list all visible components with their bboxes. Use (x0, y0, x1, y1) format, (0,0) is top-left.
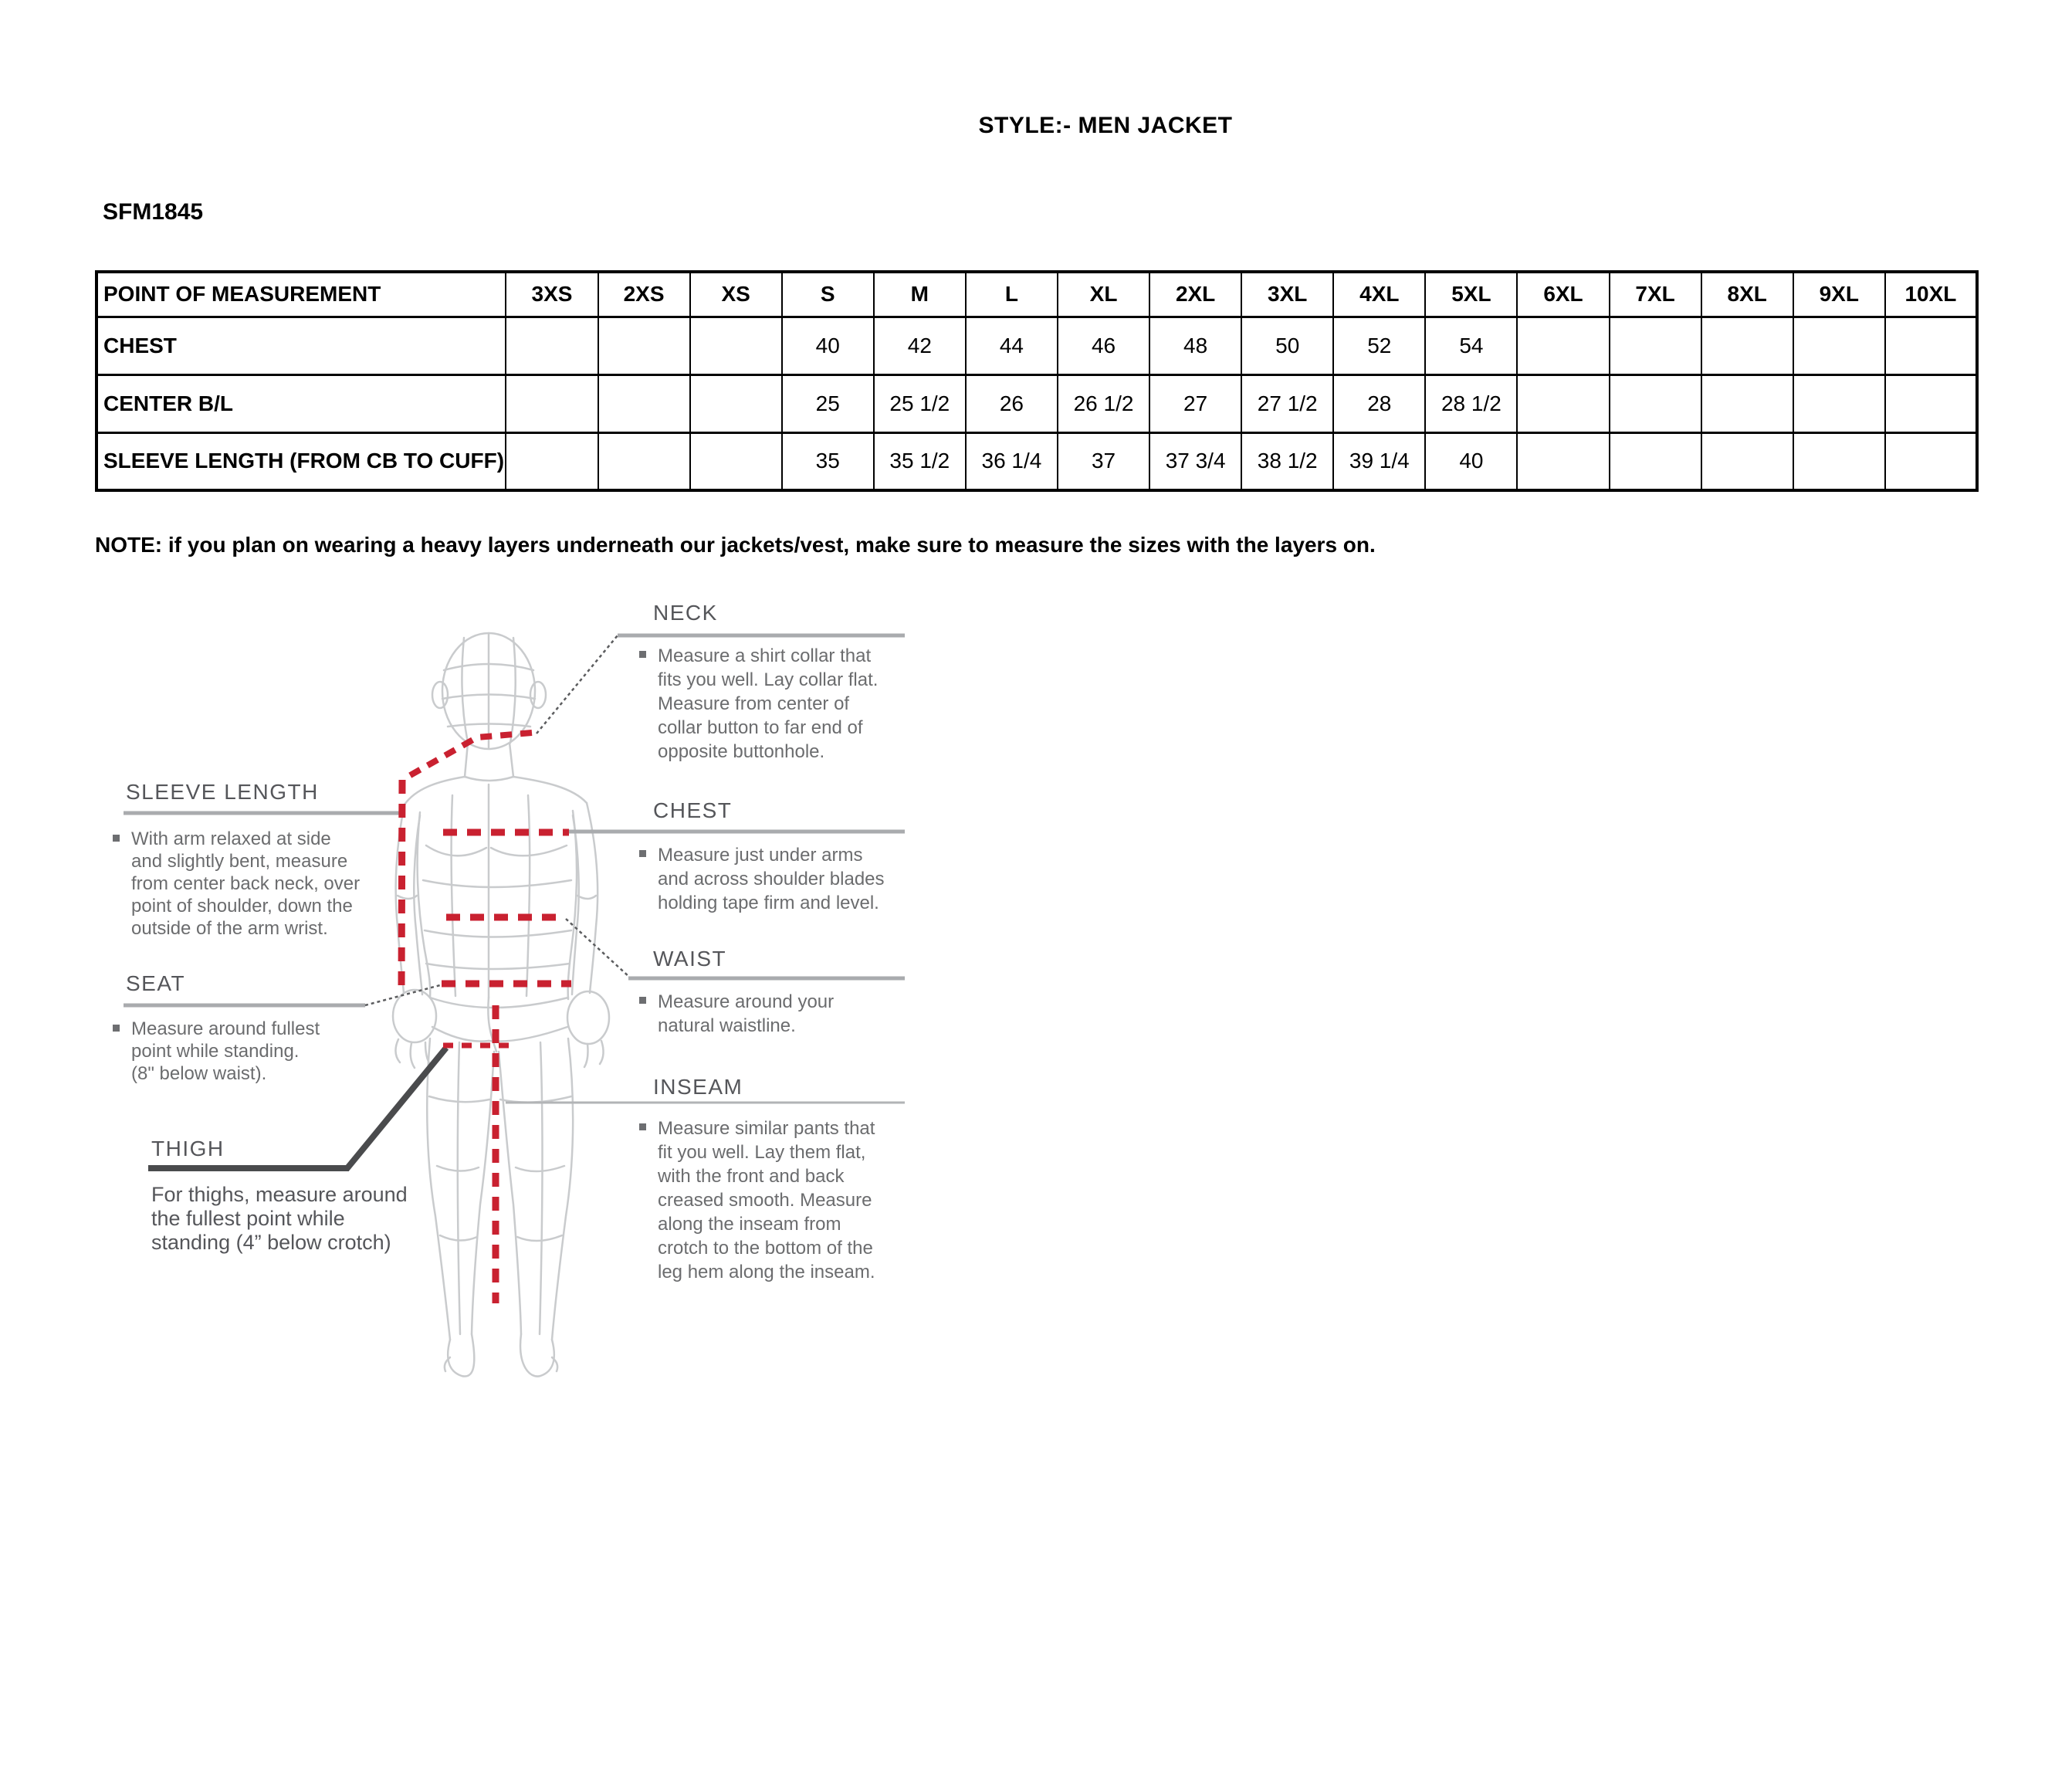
measurement-value-cell (506, 432, 598, 490)
size-column-header: 8XL (1701, 272, 1793, 317)
size-column-header: 6XL (1517, 272, 1609, 317)
measurement-value-cell: 25 1/2 (874, 374, 966, 432)
measurement-value-cell: 42 (874, 317, 966, 374)
measurement-value-cell: 35 1/2 (874, 432, 966, 490)
note-text: NOTE: if you plan on wearing a heavy layers underneath our jackets/vest, make sure to measure the sizes with the layers on. (95, 533, 1376, 557)
size-column-header: L (966, 272, 1058, 317)
size-column-header: XS (690, 272, 782, 317)
measurement-value-cell (1885, 374, 1977, 432)
measurement-value-cell: 26 1/2 (1058, 374, 1149, 432)
measurement-value-cell: 52 (1333, 317, 1425, 374)
bullet-square-icon (639, 651, 646, 658)
table-row (96, 317, 1977, 374)
size-column-header: 7XL (1610, 272, 1701, 317)
seat-description: Measure around fullest point while standing. (8" below waist). (113, 1018, 320, 1085)
table-row (96, 374, 1977, 432)
measurement-value-cell (690, 317, 782, 374)
size-column-header: 2XL (1149, 272, 1241, 317)
size-table (95, 270, 1979, 492)
measurement-value-cell (1793, 317, 1885, 374)
thigh-heading: THIGH (151, 1137, 225, 1160)
measurement-value-cell (1885, 432, 1977, 490)
measurement-value-cell (1517, 317, 1609, 374)
table-row (96, 432, 1977, 490)
measurement-value-cell: 35 (782, 432, 874, 490)
measurement-value-cell: 48 (1149, 317, 1241, 374)
measurement-value-cell: 28 (1333, 374, 1425, 432)
point-of-measurement-header: POINT OF MEASUREMENT (96, 272, 506, 317)
size-column-header: 9XL (1793, 272, 1885, 317)
measure-lines (401, 733, 571, 1303)
size-column-header: 2XS (598, 272, 690, 317)
measurement-value-cell (1517, 432, 1609, 490)
measurement-value-cell: 38 1/2 (1241, 432, 1333, 490)
inseam-description: Measure similar pants that fit you well. Lay them flat, with the front and back creased smooth. Measure along the inseam from crotch to the bottom of the leg hem along the inseam. (639, 1116, 875, 1284)
sleeve-length-description: With arm relaxed at side and slightly bent, measure from center back neck, over point of shoulder, down the outside of the arm wrist. (113, 828, 360, 940)
mannequin-figure (393, 633, 609, 1377)
measurement-value-cell: 46 (1058, 317, 1149, 374)
measurement-value-cell (1610, 432, 1701, 490)
size-column-header: XL (1058, 272, 1149, 317)
waist-heading: WAIST (653, 947, 727, 971)
sleeve-measure-line (401, 780, 402, 988)
measurement-value-cell (1885, 317, 1977, 374)
measurement-value-cell (506, 374, 598, 432)
style-code: SFM1845 (103, 199, 204, 225)
size-column-header: 5XL (1425, 272, 1517, 317)
chest-description: Measure just under arms and across shoulder blades holding tape firm and level. (639, 843, 885, 915)
size-column-header: 10XL (1885, 272, 1977, 317)
measurement-value-cell: 54 (1425, 317, 1517, 374)
chest-heading: CHEST (653, 798, 733, 822)
measurement-value-cell: 37 (1058, 432, 1149, 490)
measurement-value-cell (598, 374, 690, 432)
neck-pointer-line (537, 635, 618, 734)
measurement-row-label: CHEST (96, 317, 506, 374)
size-column-header: 4XL (1333, 272, 1425, 317)
measurement-value-cell (1610, 317, 1701, 374)
size-column-header: 3XL (1241, 272, 1333, 317)
measurement-value-cell: 40 (782, 317, 874, 374)
measurement-value-cell (1793, 374, 1885, 432)
size-table-container (95, 270, 1979, 492)
thigh-pointer-line (347, 1048, 446, 1169)
table-header-row (96, 272, 1977, 317)
measurement-value-cell: 27 (1149, 374, 1241, 432)
size-column-header: M (874, 272, 966, 317)
seat-heading: SEAT (126, 971, 186, 995)
measurement-value-cell: 26 (966, 374, 1058, 432)
measurement-row-label: CENTER B/L (96, 374, 506, 432)
measurement-value-cell (598, 432, 690, 490)
thigh-description: For thighs, measure around the fullest point while standing (4” below crotch) (151, 1183, 408, 1254)
neck-heading: NECK (653, 601, 718, 625)
measurement-value-cell (1701, 317, 1793, 374)
bullet-square-icon (113, 1025, 120, 1032)
measurement-value-cell (690, 374, 782, 432)
measurement-value-cell (1701, 374, 1793, 432)
measurement-value-cell (690, 432, 782, 490)
measurement-value-cell: 27 1/2 (1241, 374, 1333, 432)
measurement-value-cell: 50 (1241, 317, 1333, 374)
measurement-value-cell (1610, 374, 1701, 432)
measurement-value-cell (1793, 432, 1885, 490)
measurement-value-cell: 37 3/4 (1149, 432, 1241, 490)
measurement-value-cell: 39 1/4 (1333, 432, 1425, 490)
size-column-header: S (782, 272, 874, 317)
measurement-value-cell (1701, 432, 1793, 490)
size-column-header: 3XS (506, 272, 598, 317)
bullet-square-icon (113, 835, 120, 842)
measurement-value-cell: 25 (782, 374, 874, 432)
measurement-value-cell (1517, 374, 1609, 432)
inseam-heading: INSEAM (653, 1075, 743, 1099)
bullet-square-icon (639, 1123, 646, 1130)
measurement-row-label: SLEEVE LENGTH (FROM CB TO CUFF) (96, 432, 506, 490)
measurement-value-cell (598, 317, 690, 374)
sleeve-length-heading: SLEEVE LENGTH (126, 780, 319, 804)
bullet-square-icon (639, 850, 646, 857)
measurement-value-cell: 40 (1425, 432, 1517, 490)
measurement-value-cell: 28 1/2 (1425, 374, 1517, 432)
bullet-square-icon (639, 997, 646, 1004)
waist-description: Measure around your natural waistline. (639, 990, 834, 1038)
measurement-value-cell: 44 (966, 317, 1058, 374)
measurement-value-cell: 36 1/4 (966, 432, 1058, 490)
page-title: STYLE:- MEN JACKET (978, 113, 1233, 138)
measurement-value-cell (506, 317, 598, 374)
neck-description: Measure a shirt collar that fits you well. Lay collar flat. Measure from center of collar button to far end of opposite buttonhole. (639, 644, 878, 764)
